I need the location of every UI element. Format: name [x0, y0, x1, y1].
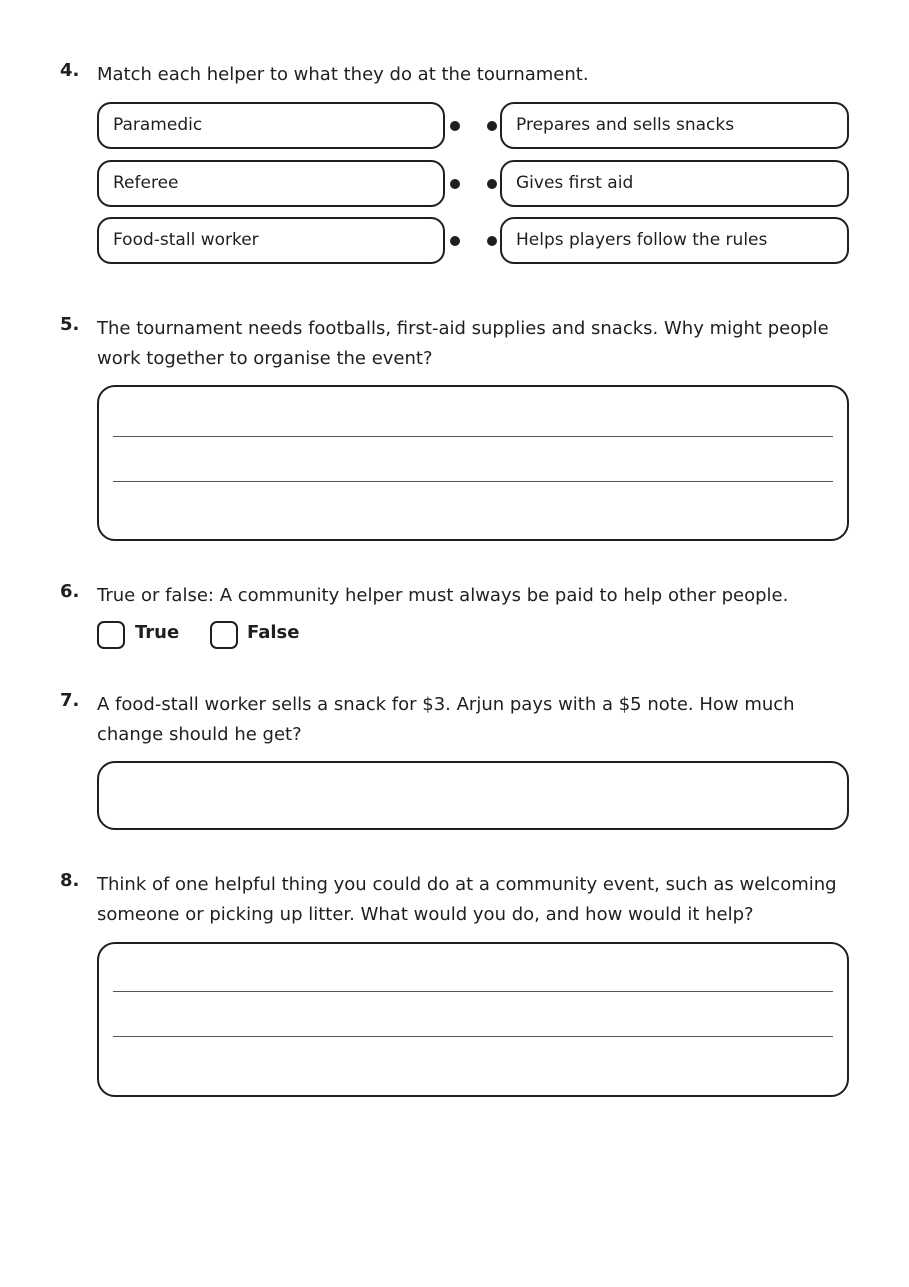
match-right-item-rules[interactable]: Helps players follow the rules: [500, 217, 849, 264]
match-dot-left-2[interactable]: [450, 179, 460, 189]
question-number: 8.: [60, 870, 80, 891]
question-text: The tournament needs footballs, first-aid supplies and snacks. Why might people work together to organise the event?: [97, 318, 829, 369]
false-checkbox[interactable]: [210, 621, 238, 649]
match-dot-right-2[interactable]: [487, 179, 497, 189]
match-dot-right-1[interactable]: [487, 121, 497, 131]
match-right-item-snacks[interactable]: Prepares and sells snacks: [500, 102, 849, 149]
writing-line: [113, 436, 833, 437]
match-left-item-referee[interactable]: Referee: [97, 160, 445, 207]
question-number: 4.: [60, 60, 80, 81]
question-text: A food-stall worker sells a snack for $3. Arjun pays with a $5 note. How much change should he get?: [97, 694, 795, 745]
writing-line: [113, 1036, 833, 1037]
question-text: Think of one helpful thing you could do at a community event, such as welcoming someone or picking up litter. What would you do, and how would it help?: [97, 874, 837, 925]
question-number: 7.: [60, 690, 80, 711]
question-text: True or false: A community helper must always be paid to help other people.: [97, 585, 789, 606]
question-number: 6.: [60, 581, 80, 602]
match-dot-left-1[interactable]: [450, 121, 460, 131]
writing-line: [113, 991, 833, 992]
answer-box-q7[interactable]: [97, 761, 849, 830]
match-right-item-first-aid[interactable]: Gives first aid: [500, 160, 849, 207]
writing-line: [113, 481, 833, 482]
true-checkbox[interactable]: [97, 621, 125, 649]
answer-box-q5[interactable]: [97, 385, 849, 541]
match-dot-left-3[interactable]: [450, 236, 460, 246]
true-label: True: [135, 622, 180, 643]
answer-box-q8[interactable]: [97, 942, 849, 1097]
match-left-item-food-stall-worker[interactable]: Food-stall worker: [97, 217, 445, 264]
question-number: 5.: [60, 314, 80, 335]
question-text: Match each helper to what they do at the tournament.: [97, 64, 589, 85]
false-label: False: [247, 622, 300, 643]
match-dot-right-3[interactable]: [487, 236, 497, 246]
match-left-item-paramedic[interactable]: Paramedic: [97, 102, 445, 149]
